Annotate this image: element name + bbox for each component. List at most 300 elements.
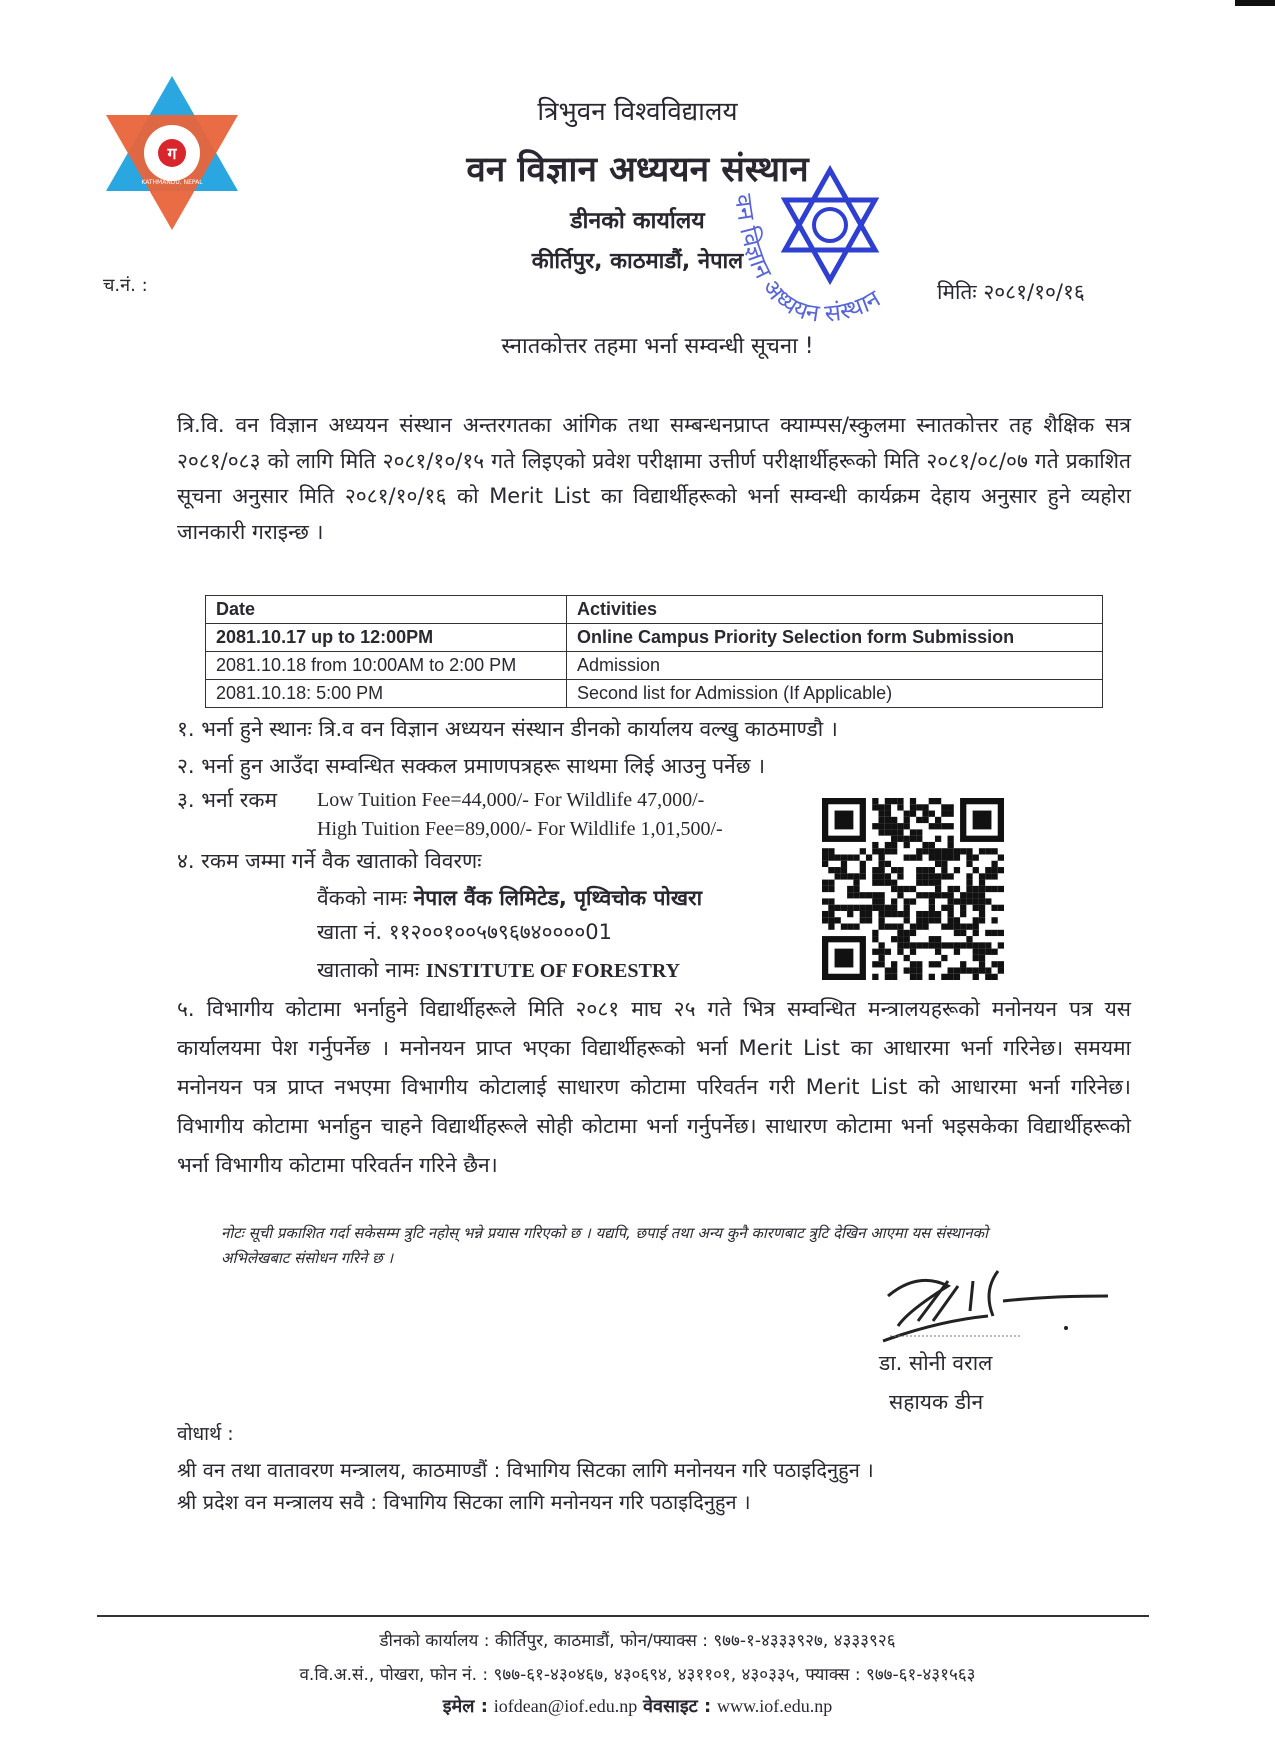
- qr-module: [935, 886, 941, 892]
- cc-line: श्री वन तथा वातावरण मन्त्रालय, काठमाण्डौं : विभागिय सिटका लागि मनोनयन गरि पठाइदिनुहुन ।: [177, 1458, 874, 1482]
- qr-module: [960, 961, 966, 967]
- qr-module: [985, 848, 991, 854]
- qr-module: [991, 917, 997, 923]
- qr-module: [828, 867, 834, 873]
- qr-module: [891, 829, 897, 835]
- qr-module: [891, 967, 897, 973]
- qr-module: [885, 817, 891, 823]
- office-address: कीर्तिपुर, काठमाडौं, नेपाल: [531, 249, 744, 274]
- qr-module: [966, 924, 972, 930]
- qr-module: [904, 886, 910, 892]
- qr-module: [866, 905, 872, 911]
- qr-module: [935, 848, 941, 854]
- qr-module: [954, 974, 960, 980]
- qr-module: [878, 861, 884, 867]
- qr-module: [847, 873, 853, 879]
- item-4-label: ४. रकम जम्मा गर्ने वैक खाताको विवरणः: [177, 849, 482, 873]
- qr-module: [916, 892, 922, 898]
- qr-module: [985, 942, 991, 948]
- qr-module: [910, 829, 916, 835]
- qr-module: [966, 880, 972, 886]
- qr-module: [998, 942, 1004, 948]
- qr-module: [916, 924, 922, 930]
- qr-module: [853, 892, 859, 898]
- qr-module: [929, 867, 935, 873]
- qr-module: [941, 892, 947, 898]
- account-name-label: खाताको नामः: [317, 958, 420, 982]
- qr-module: [904, 836, 910, 842]
- qr-module: [941, 924, 947, 930]
- qr-module: [935, 936, 941, 942]
- qr-module: [891, 898, 897, 904]
- qr-module: [941, 867, 947, 873]
- qr-module: [822, 898, 828, 904]
- qr-module: [954, 930, 960, 936]
- qr-module: [904, 955, 910, 961]
- qr-module: [935, 861, 941, 867]
- qr-module: [860, 917, 866, 923]
- qr-module: [860, 911, 866, 917]
- qr-module: [878, 917, 884, 923]
- qr-module: [860, 873, 866, 879]
- qr-module: [897, 867, 903, 873]
- qr-module: [916, 829, 922, 835]
- qr-module: [935, 836, 941, 842]
- row-date: 2081.10.18: 5:00 PM: [206, 680, 567, 708]
- qr-module: [941, 861, 947, 867]
- qr-module: [872, 961, 878, 967]
- qr-module: [885, 880, 891, 886]
- footer-pokhara-office: व.वि.अ.सं., पोखरा, फोन नं. : ९७७-६१-४३०४६७, ४३०६९४, ४३११०१, ४३०३३५, फ्याक्स : ९७७-६१-४३१५६३: [299, 1665, 976, 1685]
- qr-module: [828, 898, 834, 904]
- qr-module: [910, 836, 916, 842]
- qr-module: [878, 823, 884, 829]
- qr-module: [922, 880, 928, 886]
- qr-module: [878, 817, 884, 823]
- qr-module: [991, 867, 997, 873]
- qr-module: [910, 949, 916, 955]
- disclaimer-note: नोटः सूची प्रकाशित गर्दा सकेसम्म त्रुटि नहोस् भन्ने प्रयास गरिएको छ । यद्यपि, छपाई तथा अन्य कुनै कारणबाट त्रुटि देखिन आएमा यस संस्थानको अभिलेखबाट संसोधन गरिने छ ।: [221, 1224, 988, 1267]
- qr-module: [878, 949, 884, 955]
- bank-name-label: वैंकको नामः: [317, 886, 407, 910]
- qr-module: [866, 892, 872, 898]
- qr-module: [935, 892, 941, 898]
- qr-module: [872, 949, 878, 955]
- qr-module: [872, 842, 878, 848]
- qr-module: [954, 854, 960, 860]
- qr-module: [885, 811, 891, 817]
- institute-name: वन विज्ञान अध्ययन संस्थान: [466, 150, 809, 190]
- qr-module: [822, 911, 828, 917]
- row-date: 2081.10.18 from 10:00AM to 2:00 PM: [206, 652, 567, 680]
- qr-module: [954, 886, 960, 892]
- qr-module: [948, 836, 954, 842]
- qr-module: [973, 955, 979, 961]
- university-name: त्रिभुवन विश्वविद्यालय: [537, 97, 738, 127]
- qr-module: [866, 917, 872, 923]
- qr-module: [979, 961, 985, 967]
- qr-module: [878, 880, 884, 886]
- qr-module: [872, 798, 878, 804]
- qr-module: [929, 798, 935, 804]
- qr-module: [910, 967, 916, 973]
- qr-module: [841, 854, 847, 860]
- qr-module: [897, 829, 903, 835]
- qr-module: [878, 961, 884, 967]
- header-date: Date: [206, 596, 567, 624]
- qr-module: [910, 898, 916, 904]
- qr-module: [904, 911, 910, 917]
- qr-module: [935, 854, 941, 860]
- qr-module: [941, 811, 947, 817]
- qr-module: [948, 942, 954, 948]
- qr-module: [973, 867, 979, 873]
- qr-module: [922, 842, 928, 848]
- qr-module: [991, 949, 997, 955]
- qr-module: [954, 917, 960, 923]
- qr-module: [872, 905, 878, 911]
- qr-module: [891, 924, 897, 930]
- qr-module: [985, 873, 991, 879]
- qr-module: [954, 924, 960, 930]
- qr-module: [916, 911, 922, 917]
- signature: [878, 1266, 1113, 1346]
- qr-module: [973, 917, 979, 923]
- qr-module: [966, 892, 972, 898]
- qr-module: [916, 880, 922, 886]
- qr-module: [916, 836, 922, 842]
- qr-module: [998, 905, 1004, 911]
- qr-module: [847, 905, 853, 911]
- fee-low-tuition: Low Tuition Fee=44,000/- For Wildlife 47,000/-: [317, 789, 705, 811]
- qr-module: [935, 873, 941, 879]
- qr-module: [916, 817, 922, 823]
- qr-module: [916, 974, 922, 980]
- qr-module: [948, 967, 954, 973]
- qr-module: [916, 961, 922, 967]
- qr-module: [891, 848, 897, 854]
- qr-module: [973, 974, 979, 980]
- svg-text:KATHMANDU, NEPAL: KATHMANDU, NEPAL: [141, 179, 203, 186]
- qr-module: [948, 811, 954, 817]
- qr-module: [929, 823, 935, 829]
- qr-module: [904, 967, 910, 973]
- qr-module: [954, 867, 960, 873]
- qr-module: [878, 854, 884, 860]
- qr-module: [910, 854, 916, 860]
- qr-module: [973, 854, 979, 860]
- qr-module: [828, 905, 834, 911]
- account-number: खाता नं. ११२००१००५७९६७४००००01: [317, 920, 612, 944]
- qr-module: [935, 823, 941, 829]
- qr-module: [941, 974, 947, 980]
- qr-module: [822, 854, 828, 860]
- payment-qr-code: [822, 798, 1004, 980]
- qr-module: [979, 880, 985, 886]
- qr-module: [828, 854, 834, 860]
- qr-module: [935, 949, 941, 955]
- qr-module: [847, 886, 853, 892]
- qr-module: [872, 974, 878, 980]
- qr-module: [960, 911, 966, 917]
- reference-number-label: च.नं. :: [103, 275, 148, 296]
- qr-module: [973, 892, 979, 898]
- qr-module: [960, 924, 966, 930]
- qr-module: [841, 873, 847, 879]
- qr-module: [929, 974, 935, 980]
- qr-module: [904, 854, 910, 860]
- qr-module: [860, 861, 866, 867]
- qr-module: [966, 967, 972, 973]
- qr-module: [922, 873, 928, 879]
- qr-module: [904, 936, 910, 942]
- qr-module: [985, 898, 991, 904]
- website-link[interactable]: www.iof.edu.np: [716, 1696, 833, 1716]
- qr-module: [853, 873, 859, 879]
- qr-module: [847, 924, 853, 930]
- item-5-departmental-quota: ५. विभागीय कोटामा भर्नाहुने विद्यार्थीहरूले मिति २०८१ माघ २५ गते भित्र सम्वन्धित मन्त्रालयहरूको मनोनयन पत्र यस कार्यालयमा पेश गर्नुपर्नेछ । मनोनयन प्राप्त भएका विद्यार्थीहरूको भर्ना Merit List का आधारमा भर्ना गरिनेछ। समयमा मनोनयन पत्र प्राप्त नभएमा विभागीय कोटालाई साधारण कोटामा परिवर्तन गरी Merit List को आधारमा भर्ना गरिनेछ। विभागीय कोटामा भर्नाहुन चाहने विद्यार्थीहरूले सोही कोटामा भर्ना गर्नुपर्नेछ। साधारण कोटामा भर्ना भइसकेका विद्यार्थीहरूको भर्ना विभागीय कोटामा परिवर्तन गरिने छैन।: [177, 997, 1131, 1177]
- qr-module: [916, 804, 922, 810]
- qr-module: [885, 848, 891, 854]
- qr-module: [835, 905, 841, 911]
- qr-module: [860, 848, 866, 854]
- scan-edge-mark: [1235, 0, 1275, 6]
- email-link[interactable]: iofdean@iof.edu.np: [493, 1696, 638, 1716]
- qr-module: [872, 898, 878, 904]
- qr-module: [828, 917, 834, 923]
- qr-module: [835, 854, 841, 860]
- qr-module: [929, 842, 935, 848]
- qr-module: [998, 867, 1004, 873]
- qr-module: [910, 961, 916, 967]
- qr-module: [847, 854, 853, 860]
- qr-module: [828, 924, 834, 930]
- qr-module: [948, 848, 954, 854]
- qr-module: [929, 873, 935, 879]
- qr-module: [922, 942, 928, 948]
- qr-module: [910, 974, 916, 980]
- qr-module: [979, 886, 985, 892]
- qr-module: [979, 892, 985, 898]
- qr-module: [891, 886, 897, 892]
- qr-module: [941, 905, 947, 911]
- qr-module: [973, 905, 979, 911]
- qr-module: [841, 861, 847, 867]
- qr-module: [822, 861, 828, 867]
- qr-module: [878, 873, 884, 879]
- qr-module: [885, 804, 891, 810]
- qr-module: [973, 898, 979, 904]
- qr-finder-pattern: [835, 949, 854, 968]
- qr-module: [904, 917, 910, 923]
- qr-module: [916, 873, 922, 879]
- qr-module: [872, 873, 878, 879]
- cc-label: वोधार्थ :: [177, 1423, 234, 1445]
- qr-finder-pattern: [835, 811, 854, 830]
- qr-module: [935, 961, 941, 967]
- qr-module: [979, 949, 985, 955]
- qr-module: [891, 798, 897, 804]
- qr-module: [891, 905, 897, 911]
- qr-module: [897, 936, 903, 942]
- qr-module: [891, 867, 897, 873]
- qr-module: [966, 886, 972, 892]
- qr-module: [885, 823, 891, 829]
- qr-module: [960, 905, 966, 911]
- qr-module: [897, 804, 903, 810]
- qr-module: [929, 854, 935, 860]
- qr-module: [885, 905, 891, 911]
- qr-module: [985, 867, 991, 873]
- qr-module: [885, 911, 891, 917]
- qr-module: [891, 936, 897, 942]
- email-label: इमेल :: [442, 1696, 488, 1717]
- qr-module: [973, 924, 979, 930]
- qr-module: [891, 911, 897, 917]
- qr-module: [885, 974, 891, 980]
- qr-module: [948, 905, 954, 911]
- qr-module: [904, 842, 910, 848]
- qr-module: [935, 880, 941, 886]
- qr-module: [973, 967, 979, 973]
- qr-module: [885, 949, 891, 955]
- table-header-row: [206, 596, 1103, 624]
- qr-module: [954, 967, 960, 973]
- qr-module: [904, 817, 910, 823]
- qr-module: [960, 967, 966, 973]
- qr-module: [941, 854, 947, 860]
- qr-module: [878, 955, 884, 961]
- qr-module: [960, 848, 966, 854]
- qr-module: [935, 798, 941, 804]
- qr-module: [922, 867, 928, 873]
- qr-module: [929, 898, 935, 904]
- footer-divider: [97, 1615, 1149, 1617]
- qr-module: [916, 848, 922, 854]
- qr-module: [985, 930, 991, 936]
- qr-module: [897, 798, 903, 804]
- signatory-name: डा. सोनी वराल: [879, 1351, 993, 1375]
- qr-module: [948, 854, 954, 860]
- qr-module: [897, 823, 903, 829]
- qr-module: [979, 917, 985, 923]
- qr-module: [853, 924, 859, 930]
- qr-module: [872, 823, 878, 829]
- qr-module: [941, 823, 947, 829]
- qr-module: [929, 911, 935, 917]
- qr-module: [878, 898, 884, 904]
- qr-module: [891, 961, 897, 967]
- website-label: वेवसाइट :: [643, 1696, 712, 1717]
- table-row: [206, 624, 1103, 652]
- office-name: डीनको कार्यालय: [570, 208, 705, 234]
- qr-module: [891, 836, 897, 842]
- qr-module: [853, 905, 859, 911]
- qr-module: [866, 911, 872, 917]
- qr-module: [922, 911, 928, 917]
- qr-module: [929, 848, 935, 854]
- qr-module: [822, 848, 828, 854]
- qr-module: [828, 880, 834, 886]
- qr-module: [948, 804, 954, 810]
- qr-module: [828, 848, 834, 854]
- account-name: INSTITUTE OF FORESTRY: [425, 960, 681, 982]
- institute-stamp: [720, 165, 950, 340]
- qr-module: [998, 930, 1004, 936]
- qr-module: [910, 811, 916, 817]
- qr-module: [922, 804, 928, 810]
- qr-module: [960, 930, 966, 936]
- qr-module: [935, 942, 941, 948]
- qr-module: [897, 892, 903, 898]
- qr-module: [929, 892, 935, 898]
- qr-module: [922, 811, 928, 817]
- qr-module: [904, 930, 910, 936]
- table-row: [206, 680, 1103, 708]
- qr-module: [885, 798, 891, 804]
- qr-module: [991, 848, 997, 854]
- qr-module: [835, 867, 841, 873]
- qr-module: [941, 873, 947, 879]
- qr-module: [841, 867, 847, 873]
- qr-module: [878, 892, 884, 898]
- qr-module: [985, 949, 991, 955]
- qr-module: [885, 861, 891, 867]
- qr-module: [998, 961, 1004, 967]
- qr-module: [897, 930, 903, 936]
- qr-module: [929, 811, 935, 817]
- qr-module: [935, 817, 941, 823]
- qr-module: [966, 936, 972, 942]
- qr-module: [948, 924, 954, 930]
- fee-high-tuition: High Tuition Fee=89,000/- For Wildlife 1,01,500/-: [317, 818, 723, 840]
- qr-module: [897, 911, 903, 917]
- qr-module: [872, 930, 878, 936]
- qr-module: [922, 848, 928, 854]
- qr-module: [872, 880, 878, 886]
- qr-module: [891, 974, 897, 980]
- qr-module: [948, 917, 954, 923]
- qr-module: [941, 942, 947, 948]
- qr-module: [897, 949, 903, 955]
- qr-module: [891, 880, 897, 886]
- row-activity: Online Campus Priority Selection form Submission: [567, 624, 1103, 652]
- qr-module: [998, 886, 1004, 892]
- qr-module: [966, 848, 972, 854]
- qr-module: [897, 942, 903, 948]
- qr-module: [948, 911, 954, 917]
- qr-module: [948, 892, 954, 898]
- qr-module: [973, 942, 979, 948]
- qr-module: [860, 892, 866, 898]
- item-2-documents: २. भर्ना हुन आउँदा सम्वन्धित सक्कल प्रमाणपत्रहरू साथमा लिई आउनु पर्नेछ ।: [177, 754, 766, 778]
- qr-module: [960, 892, 966, 898]
- qr-module: [835, 917, 841, 923]
- svg-text:वन विज्ञान अध्ययन संस्थान: वन विज्ञान अध्ययन संस्थान: [729, 192, 886, 328]
- qr-module: [979, 967, 985, 973]
- qr-module: [878, 848, 884, 854]
- qr-module: [979, 848, 985, 854]
- schedule-table: [205, 595, 1103, 708]
- qr-module: [966, 861, 972, 867]
- qr-module: [878, 867, 884, 873]
- qr-module: [941, 804, 947, 810]
- qr-module: [916, 867, 922, 873]
- qr-module: [948, 898, 954, 904]
- qr-module: [878, 911, 884, 917]
- qr-module: [954, 898, 960, 904]
- cc-line: श्री प्रदेश वन मन्त्रालय सवै : विभागिय सिटका लागि मनोनयन गरि पठाइदिनुहुन ।: [177, 1490, 751, 1514]
